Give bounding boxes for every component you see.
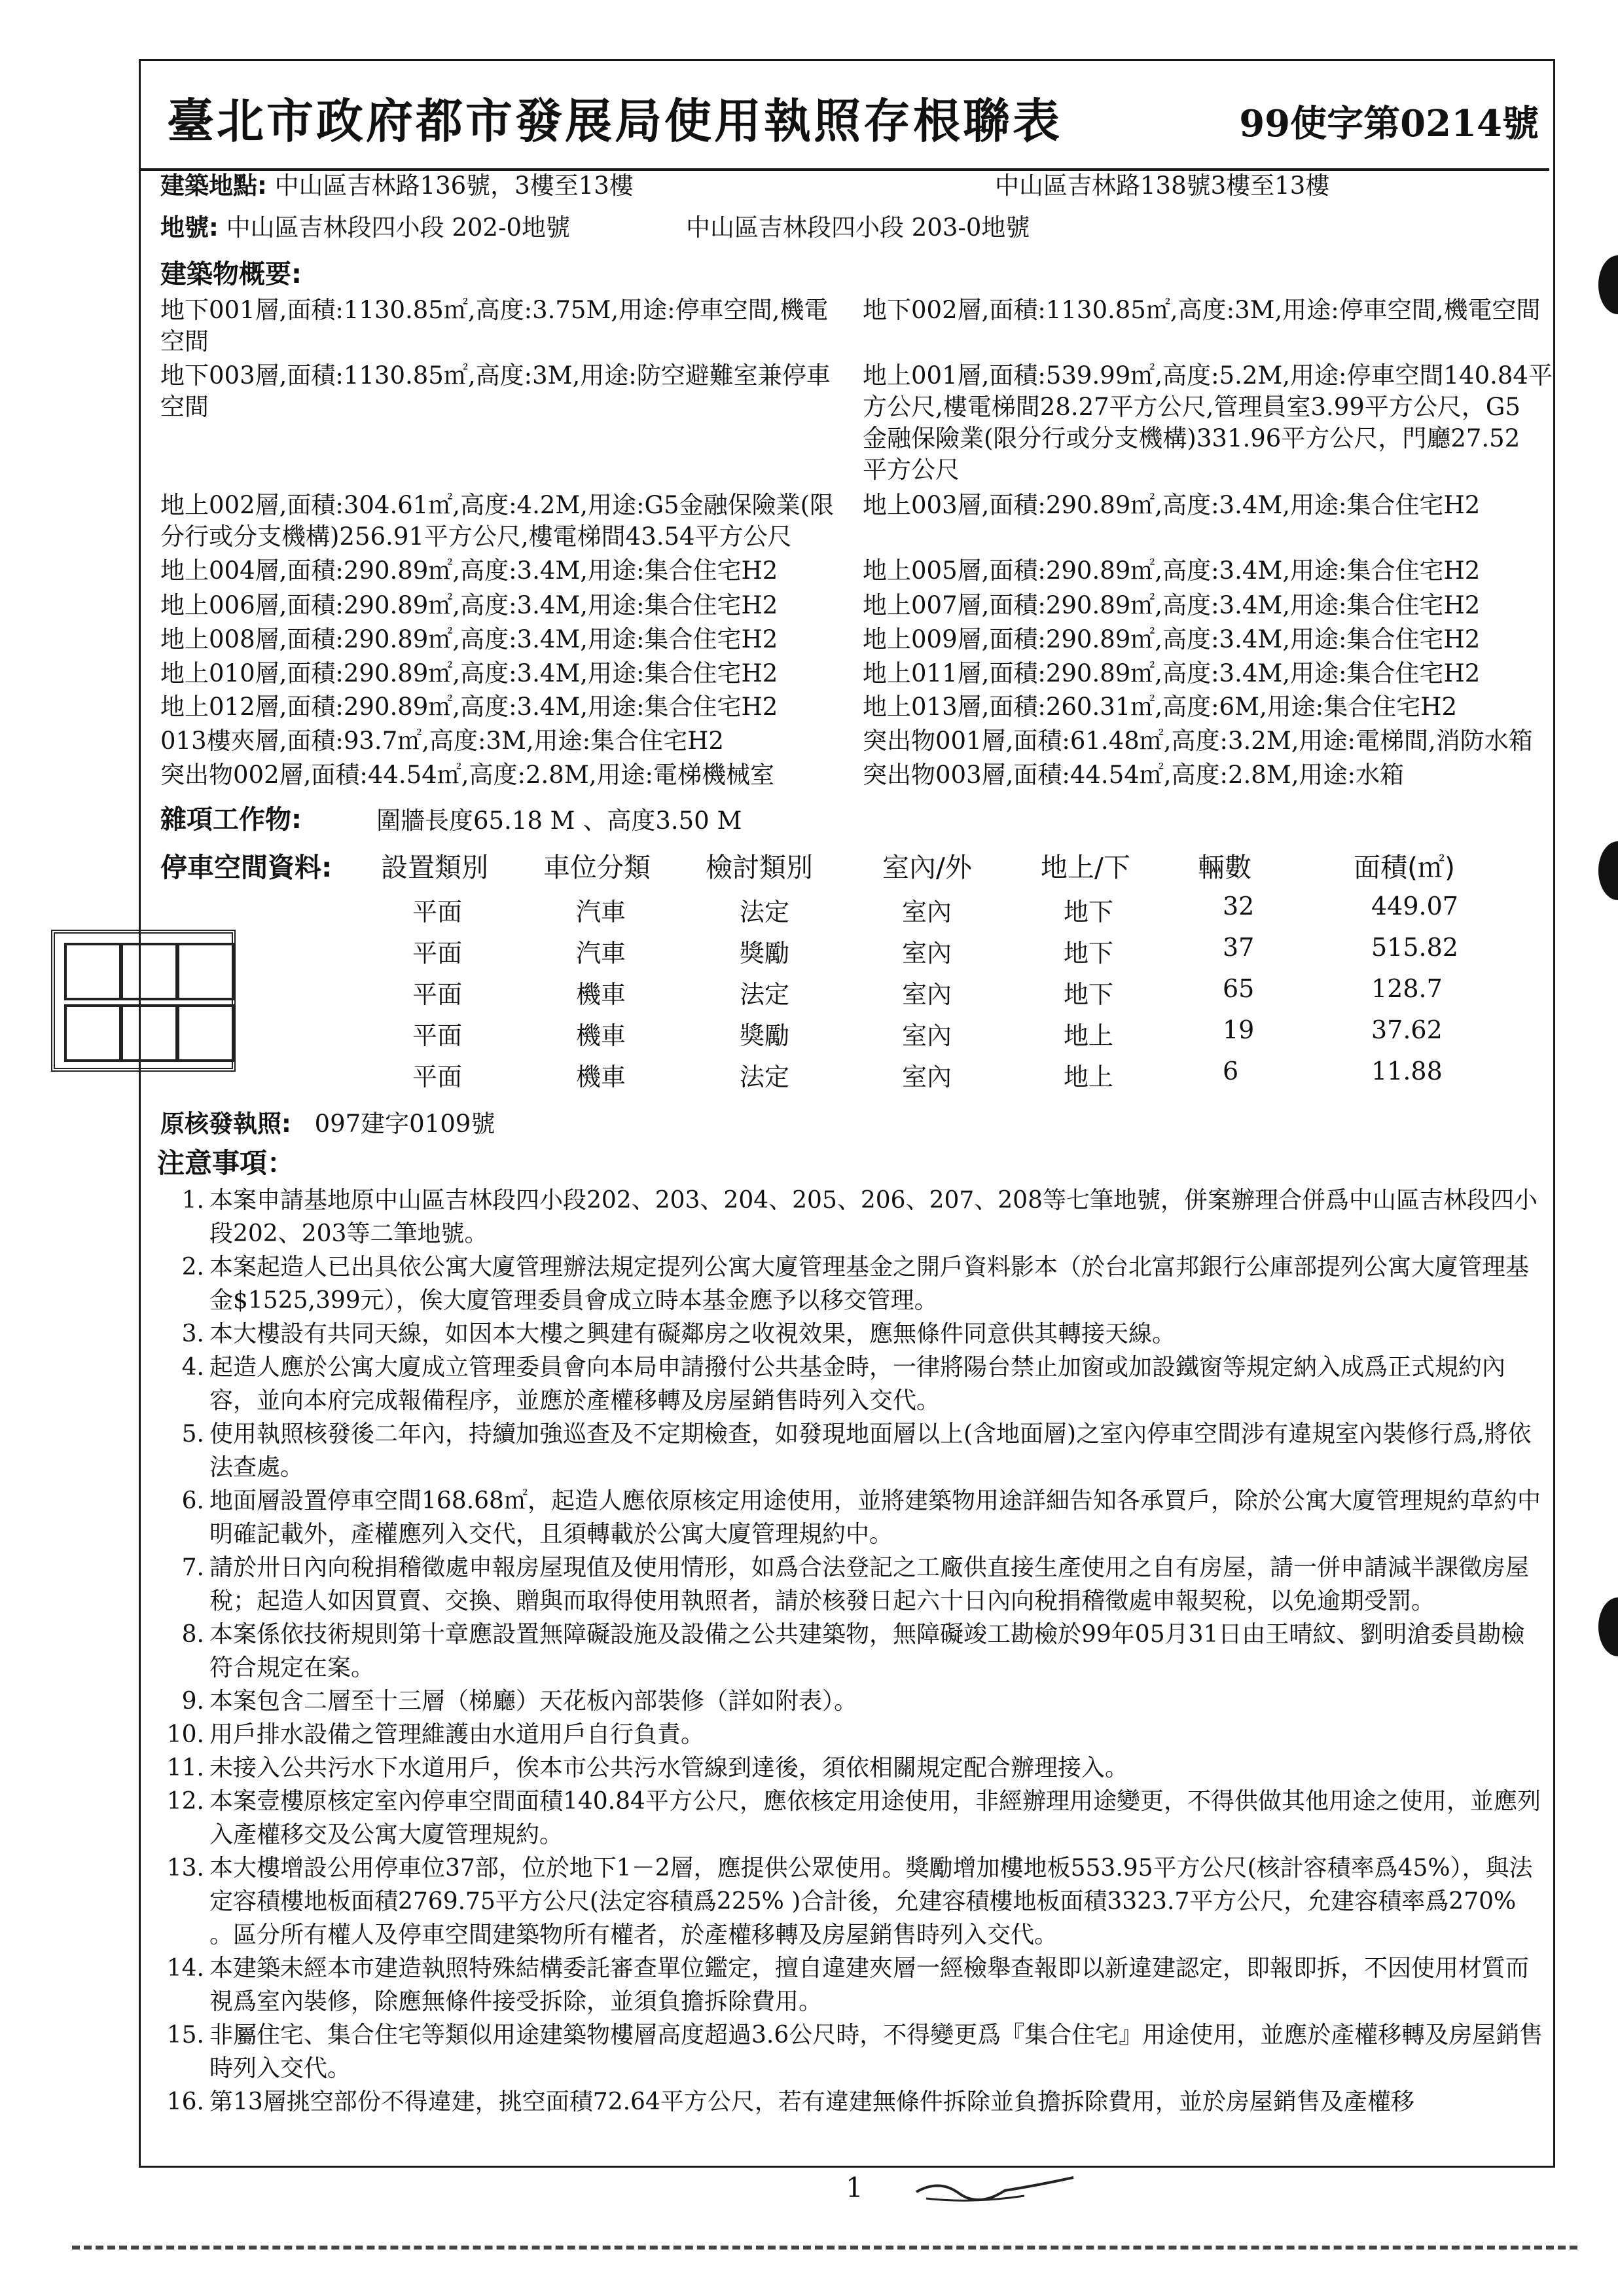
note-text: 非屬住宅、集合住宅等類似用途建築物樓層高度超過3.6公尺時，不得變更爲『集合住宅』用途使用，並應於產權移轉及房屋銷售時列入交代。	[209, 2022, 1543, 2082]
parking-cell: 地下	[1064, 980, 1114, 1009]
title-bar	[141, 69, 1549, 171]
note-item	[164, 2018, 1545, 2085]
note-number: 4.	[181, 1354, 204, 1381]
parking-cell: 室內	[902, 898, 952, 926]
lot-label: 地號:	[160, 213, 219, 242]
parking-cell: 地上	[1064, 1063, 1114, 1091]
parking-cell: 6	[1223, 1057, 1239, 1085]
overview-right-line: 地下002層,面積:1130.85㎡,高度:3M,用途:停車空間,機電空間	[863, 296, 1541, 324]
overview-right-line: 地上011層,面積:290.89㎡,高度:3.4M,用途:集合住宅H2	[863, 659, 1481, 687]
note-item	[164, 1685, 1545, 1718]
overview-left-line: 空間	[160, 327, 209, 355]
address-label: 建築地點:	[160, 172, 267, 200]
note-item	[164, 1952, 1545, 2018]
overview-right-line: 金融保險業(限分行或分支機構)331.96平方公尺，門廳27.52	[863, 424, 1520, 452]
note-text: 本案壹樓原核定室內停車空間面積140.84平方公尺，應依核定用途使用，非經辦理用途變更，不得供做其他用途之使用，並應列入產權移交及公寓大廈管理規約。	[209, 1788, 1541, 1848]
handwritten-mark	[913, 2172, 1077, 2205]
note-text: 本大樓設有共同天線，如因本大樓之興建有礙鄰房之收視效果，應無條件同意供其轉接天線。	[209, 1321, 1176, 1347]
note-number: 12.	[166, 1788, 204, 1815]
note-item	[164, 1551, 1545, 1618]
parking-cell: 37.62	[1371, 1015, 1443, 1044]
note-item	[164, 1417, 1545, 1484]
official-seal-stamp	[51, 930, 236, 1072]
overview-left-line: 地上012層,面積:290.89㎡,高度:3.4M,用途:集合住宅H2	[160, 693, 778, 721]
note-number: 1.	[181, 1187, 204, 1214]
overview-left-line: 突出物002層,面積:44.54㎡,高度:2.8M,用途:電梯機械室	[160, 761, 774, 789]
note-text: 本大樓增設公用停車位37部，位於地下1－2層，應提供公眾使用。獎勵增加樓地板553.95平方公尺(核計容積率爲45%），與法定容積樓地板面積2769.75平方公尺(法定容積爲225% )合計後，允建容積樓地板面積3323.7平方公尺，允建容積率爲270% 。區分所有權人及停車空間建築物所有權者，於產權移轉及房屋銷售時列入交代。	[209, 1855, 1533, 1948]
address-value-2: 中山區吉林路138號3樓至13樓	[995, 172, 1330, 200]
note-item	[164, 1250, 1545, 1317]
overview-left-line: 013樓夾層,面積:93.7㎡,高度:3M,用途:集合住宅H2	[160, 727, 724, 755]
parking-cell: 機車	[576, 1063, 626, 1091]
overview-left-line: 地上010層,面積:290.89㎡,高度:3.4M,用途:集合住宅H2	[160, 659, 778, 687]
note-text: 起造人應於公寓大廈成立管理委員會向本局申請撥付公共基金時，一律將陽台禁止加窗或加設鐵窗等規定納入成爲正式規約內容，並向本府完成報備程序，並應於產權移轉及房屋銷售時列入交代。	[209, 1354, 1506, 1414]
note-text: 本案起造人已出具依公寓大廈管理辦法規定提列公寓大廈管理基金之開戶資料影本（於台北富邦銀行公庫部提列公寓大廈管理基金$1525,399元），俟大廈管理委員會成立時本基金應予以移交管理。	[209, 1254, 1530, 1314]
parking-cell: 汽車	[576, 939, 626, 968]
page-number: 1	[846, 2172, 863, 2204]
parking-cell: 獎勵	[740, 939, 790, 968]
note-item	[164, 1751, 1545, 1785]
note-item	[164, 1484, 1545, 1551]
parking-cell: 機車	[576, 980, 626, 1009]
overview-right-line: 地上007層,面積:290.89㎡,高度:3.4M,用途:集合住宅H2	[863, 591, 1481, 619]
parking-cell: 地下	[1064, 939, 1114, 968]
overview-left-line: 地下001層,面積:1130.85㎡,高度:3.75M,用途:停車空間,機電	[160, 296, 829, 324]
parking-header: 地上/下	[1041, 852, 1130, 883]
scan-edge-line	[72, 2246, 1577, 2250]
note-number: 5.	[181, 1421, 204, 1448]
overview-left-line: 地上004層,面積:290.89㎡,高度:3.4M,用途:集合住宅H2	[160, 556, 778, 585]
punch-hole-mark	[1598, 1597, 1618, 1656]
note-number: 16.	[166, 2088, 204, 2115]
note-number: 13.	[166, 1855, 204, 1882]
parking-header: 面積(㎡)	[1354, 852, 1455, 883]
overview-right-line: 地上003層,面積:290.89㎡,高度:3.4M,用途:集合住宅H2	[863, 491, 1481, 519]
parking-header: 車位分類	[543, 852, 651, 883]
parking-header: 檢討類別	[706, 852, 813, 883]
note-text: 本案包含二層至十三層（梯廳）天花板內部裝修（詳如附表）。	[209, 1688, 858, 1715]
note-text: 用戶排水設備之管理維護由水道用戶自行負責。	[209, 1721, 705, 1748]
overview-left-line: 分行或分支機構)256.91平方公尺,樓電梯間43.54平方公尺	[160, 522, 792, 551]
note-item	[164, 1785, 1545, 1851]
note-number: 6.	[181, 1487, 204, 1514]
parking-header: 輛數	[1198, 852, 1251, 883]
lot-value-2: 中山區吉林段四小段 203-0地號	[686, 213, 1030, 242]
overview-right-line: 方公尺,樓電梯間28.27平方公尺,管理員室3.99平方公尺，G5	[863, 393, 1520, 421]
parking-cell: 法定	[740, 1063, 790, 1091]
misc-value: 圍牆長度65.18 M 、高度3.50 M	[376, 807, 742, 835]
original-permit-row	[160, 1110, 495, 1139]
parking-cell: 449.07	[1371, 892, 1458, 920]
overview-label: 建築物概要:	[160, 259, 302, 289]
note-text: 未接入公共污水下水道用戶，俟本市公共污水管線到達後，須依相關規定配合辦理接入。	[209, 1755, 1129, 1781]
original-permit-label: 原核發執照:	[160, 1110, 291, 1138]
note-text: 本案申請基地原中山區吉林段四小段202、203、204、205、206、207、208等七筆地號，併案辦理合併爲中山區吉林段四小段202、203等二筆地號。	[209, 1187, 1537, 1247]
parking-cell: 37	[1223, 933, 1255, 962]
parking-cell: 128.7	[1371, 974, 1443, 1003]
parking-cell: 平面	[412, 939, 463, 968]
note-number: 11.	[166, 1755, 204, 1781]
note-number: 3.	[181, 1321, 204, 1347]
overview-right-line: 地上009層,面積:290.89㎡,高度:3.4M,用途:集合住宅H2	[863, 625, 1481, 653]
punch-hole-mark	[1598, 255, 1618, 314]
parking-cell: 地下	[1064, 898, 1114, 926]
overview-right-line: 平方公尺	[863, 456, 960, 484]
parking-cell: 平面	[412, 980, 463, 1009]
parking-cell: 法定	[740, 980, 790, 1009]
note-text: 使用執照核發後二年內，持續加強巡查及不定期檢查，如發現地面層以上(含地面層)之室內停車空間涉有違規室內裝修行爲,將依法查處。	[209, 1421, 1532, 1481]
notes-label: 注意事項：	[157, 1147, 295, 1179]
note-item	[164, 1718, 1545, 1751]
parking-cell: 獎勵	[740, 1021, 790, 1050]
overview-right-line: 地上001層,面積:539.99㎡,高度:5.2M,用途:停車空間140.84平	[863, 361, 1553, 390]
parking-cell: 室內	[902, 1021, 952, 1050]
page-title: 臺北市政府都市發展局使用執照存根聯表	[167, 93, 1063, 149]
address-value-1: 中山區吉林路136號，3樓至13樓	[274, 172, 634, 200]
overview-left-line: 地下003層,面積:1130.85㎡,高度:3M,用途:防空避難室兼停車	[160, 361, 831, 390]
note-number: 14.	[166, 1955, 204, 1982]
parking-cell: 機車	[576, 1021, 626, 1050]
permit-number: 99使字第0214號	[1239, 102, 1539, 145]
parking-cell: 平面	[412, 1021, 463, 1050]
parking-cell: 32	[1223, 892, 1255, 920]
parking-cell: 室內	[902, 1063, 952, 1091]
note-text: 第13層挑空部份不得違建，挑空面積72.64平方公尺，若有違建無條件拆除並負擔拆除費用，並於房屋銷售及產權移	[209, 2088, 1414, 2115]
overview-right-line: 地上005層,面積:290.89㎡,高度:3.4M,用途:集合住宅H2	[863, 556, 1481, 585]
parking-cell: 室內	[902, 939, 952, 968]
overview-left-line: 地上008層,面積:290.89㎡,高度:3.4M,用途:集合住宅H2	[160, 625, 778, 653]
parking-cell: 地上	[1064, 1021, 1114, 1050]
note-number: 7.	[181, 1554, 204, 1581]
note-number: 8.	[181, 1621, 204, 1648]
parking-cell: 室內	[902, 980, 952, 1009]
lot-row	[160, 213, 570, 242]
parking-cell: 65	[1223, 974, 1255, 1003]
parking-cell: 汽車	[576, 898, 626, 926]
note-text: 本案係依技術規則第十章應設置無障礙設施及設備之公共建築物，無障礙竣工勘檢於99年05月31日由王晴紋、劉明滄委員勘檢符合規定在案。	[209, 1621, 1525, 1681]
note-item	[164, 1618, 1545, 1685]
parking-header: 室內/外	[882, 852, 972, 883]
misc-label: 雜項工作物:	[160, 805, 302, 835]
overview-left-line: 空間	[160, 393, 209, 421]
overview-right-line: 地上013層,面積:260.31㎡,高度:6M,用途:集合住宅H2	[863, 693, 1457, 721]
overview-right-line: 突出物001層,面積:61.48㎡,高度:3.2M,用途:電梯間,消防水箱	[863, 727, 1533, 755]
note-text: 請於卅日內向稅捐稽徵處申報房屋現值及使用情形，如爲合法登記之工廠供直接生產使用之自有房屋，請一併申請減半課徵房屋稅；起造人如因買賣、交換、贈與而取得使用執照者，請於核發日起六十日內向稅捐稽徵處申報契稅，以免逾期受罰。	[209, 1554, 1530, 1614]
parking-cell: 19	[1223, 1015, 1255, 1044]
overview-left-line: 地上006層,面積:290.89㎡,高度:3.4M,用途:集合住宅H2	[160, 591, 778, 619]
notes-list	[164, 1184, 1545, 2119]
overview-right-line: 突出物003層,面積:44.54㎡,高度:2.8M,用途:水箱	[863, 761, 1404, 789]
note-item	[164, 1317, 1545, 1351]
note-number: 9.	[181, 1688, 204, 1715]
note-number: 10.	[166, 1721, 204, 1748]
parking-cell: 平面	[412, 1063, 463, 1091]
parking-cell: 515.82	[1371, 933, 1458, 962]
punch-hole-mark	[1598, 841, 1618, 900]
parking-cell: 法定	[740, 898, 790, 926]
note-number: 15.	[166, 2022, 204, 2049]
note-item	[164, 1184, 1545, 1250]
note-number: 2.	[181, 1254, 204, 1281]
lot-value-1: 中山區吉林段四小段 202-0地號	[226, 213, 570, 242]
overview-left-line: 地上002層,面積:304.61㎡,高度:4.2M,用途:G5金融保險業(限	[160, 491, 835, 519]
address-row	[160, 172, 634, 200]
note-text: 地面層設置停車空間168.68㎡，起造人應依原核定用途使用，並將建築物用途詳細告知各承買戶，除於公寓大廈管理規約草約中明確記載外，產權應列入交代，且須轉載於公寓大廈管理規約中。	[209, 1487, 1541, 1548]
note-item	[164, 1851, 1545, 1952]
note-item	[164, 1351, 1545, 1417]
parking-cell: 11.88	[1371, 1057, 1443, 1085]
parking-cell: 平面	[412, 898, 463, 926]
original-permit-value: 097建字0109號	[314, 1110, 495, 1138]
parking-label: 停車空間資料:	[160, 852, 333, 883]
parking-header: 設置類別	[381, 852, 488, 883]
note-item	[164, 2085, 1545, 2119]
note-text: 本建築未經本市建造執照特殊結構委託審查單位鑑定，擅自違建夾層一經檢舉查報即以新違建認定，即報即拆，不因使用材質而視爲室內裝修，除應無條件接受拆除，並須負擔拆除費用。	[209, 1955, 1530, 2015]
